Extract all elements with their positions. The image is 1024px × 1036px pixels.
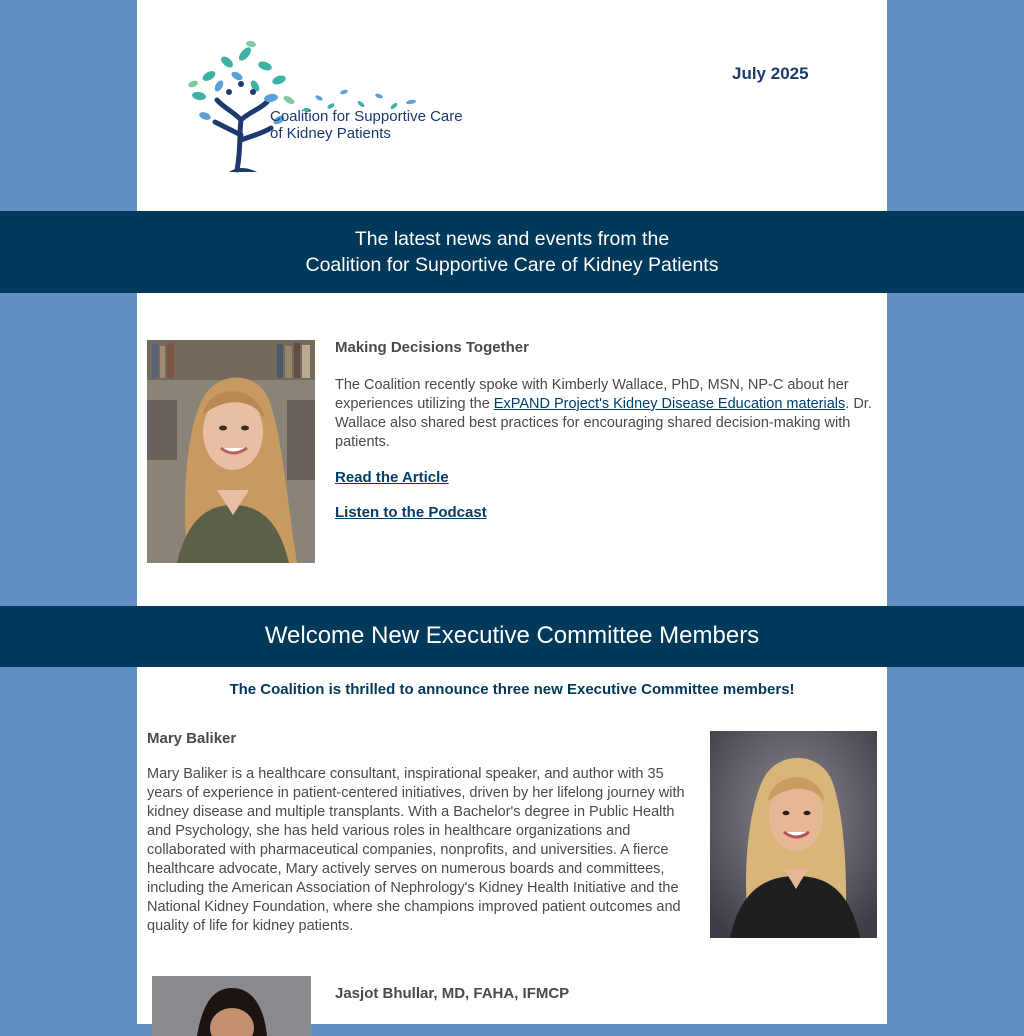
logo-wordmark xyxy=(270,108,463,142)
logo-line-2: of Kidney Patients xyxy=(270,125,391,142)
expand-project-link[interactable]: ExPAND Project's Kidney Disease Education materials xyxy=(493,396,846,412)
article-body xyxy=(335,376,881,452)
newsletter-header xyxy=(137,0,887,211)
mary-baliker-photo xyxy=(710,731,877,938)
logo-line-1: Coalition for Supportive Care xyxy=(270,108,463,125)
kimberly-wallace-photo xyxy=(147,340,315,563)
member-bio: Mary Baliker is a healthcare consultant, inspirational speaker, and author with 35 years of experience in patient-centered initiatives, driven by her lifelong journey with kidney disease and multiple transplants. With a Bachelor's degree in Public Health and Psychology, she has held various roles in healthcare organizations and collaborated with pharmaceutical companies, nonprofits, and universities. A fierce healthcare advocate, Mary actively serves on numerous boards and committees, including the American Association of Nephrology's Kidney Health Initiative and the National Kidney Foundation, where she champions improved patient outcomes and quality of life for kidney patients. xyxy=(147,766,685,934)
article-body-text-1: The Coalition recently spoke with Kimberly Wallace, PhD, MSN, NP-C about her experiences utilizing the xyxy=(335,377,849,412)
member-name-2: Jasjot Bhullar, MD, FAHA, IFMCP xyxy=(335,985,570,1002)
article-section xyxy=(137,293,887,606)
committee-banner xyxy=(0,606,1024,667)
jasjot-bhullar-photo xyxy=(152,976,311,1036)
intro-line-2: Coalition for Supportive Care of Kidney Patients xyxy=(305,254,719,276)
article-title: Making Decisions Together xyxy=(335,339,529,356)
read-article-link[interactable]: Read the Article xyxy=(335,469,449,486)
member-name: Mary Baliker xyxy=(147,730,237,747)
issue-date: July 2025 xyxy=(732,64,809,83)
article-body-text-2: . Dr. Wallace also shared best practices for encouraging shared decision-making with patients. xyxy=(335,396,872,450)
committee-banner-title: Welcome New Executive Committee Members xyxy=(264,622,760,649)
intro-banner xyxy=(0,211,1024,293)
coalition-logo[interactable] xyxy=(179,40,499,175)
intro-line-1: The latest news and events from the xyxy=(354,228,670,250)
committee-intro: The Coalition is thrilled to announce three new Executive Committee members! xyxy=(229,681,795,698)
committee-section xyxy=(137,667,887,1024)
listen-podcast-link[interactable]: Listen to the Podcast xyxy=(335,504,487,521)
